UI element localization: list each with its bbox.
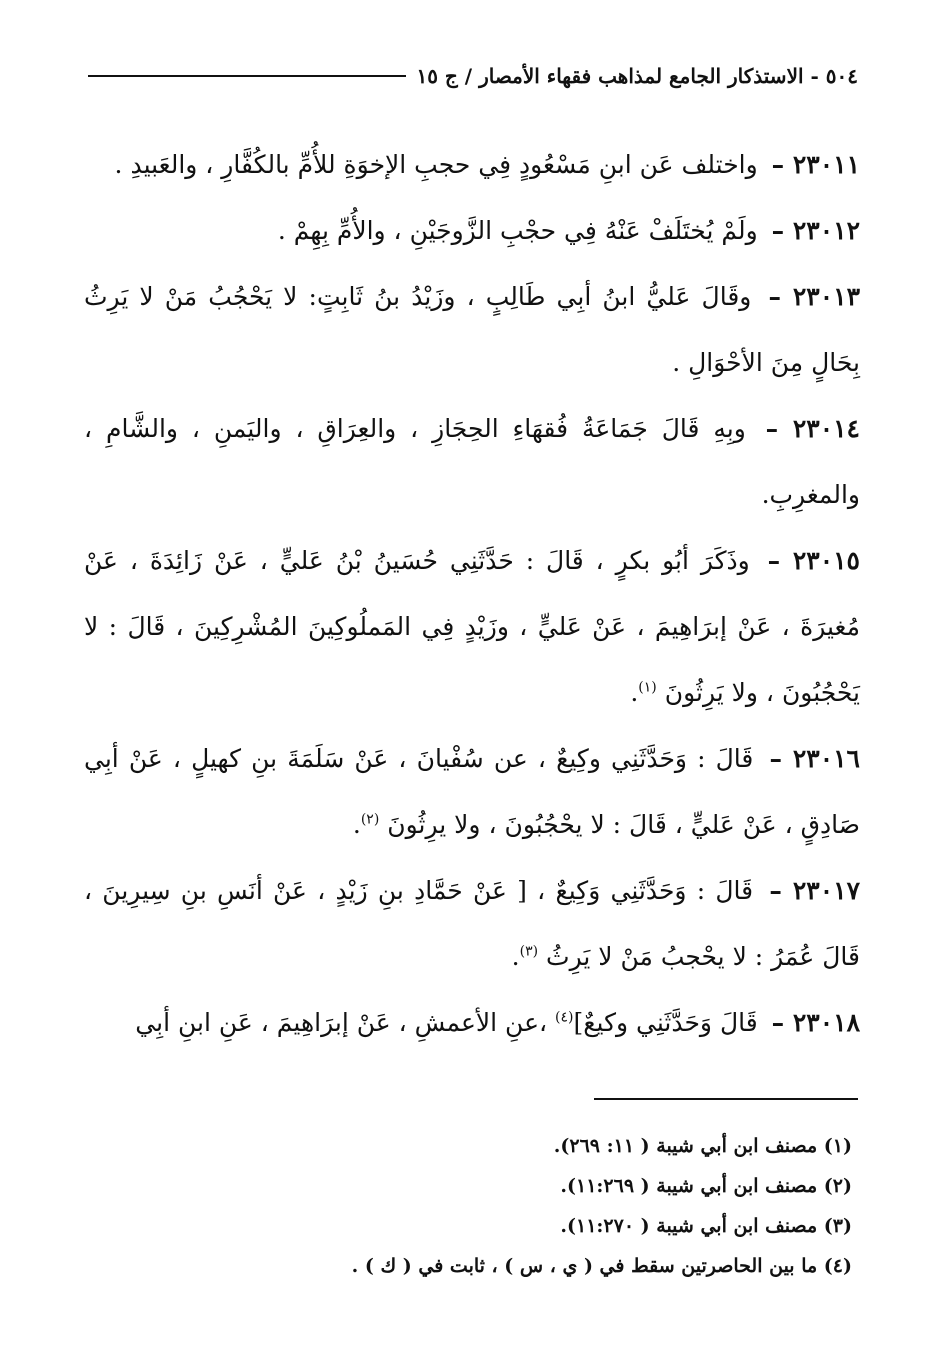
- paragraph: [84, 132, 860, 198]
- paragraph: [84, 264, 860, 396]
- paragraph-text: وذَكَرَ أبُو بكرٍ ، قَالَ : حَدَّثَنِي حُسَينُ بْنُ عَليٍّ ، عَنْ زَائِدَةَ ، عَنْ مُغيرَةَ ، عَنْ إبرَاهِيمَ ، عَنْ عَليٍّ ، وزَيْدٍ فِي المَملُوكِينَ المُشْرِكِينَ ، قَالَ : لا يَحْجُبُونَ ، ولا يَرِثُونَ: [84, 546, 861, 707]
- page-header: [88, 56, 858, 96]
- paragraph: [84, 858, 860, 990]
- paragraph-tail: .: [630, 678, 639, 707]
- footnotes: [84, 1126, 852, 1286]
- paragraph: [84, 198, 860, 264]
- paragraph: [84, 396, 860, 528]
- paragraph-tail: .: [352, 810, 361, 839]
- paragraph-number: ٢٣٠١٢ –: [771, 216, 860, 245]
- paragraph-number: ٢٣٠١٦ –: [769, 744, 860, 773]
- paragraph-tail: .: [511, 942, 520, 971]
- paragraph-text: قَالَ : وَحَدَّثَنِي وكِيعٌ ، عن سُفْيانَ ، عَنْ سَلَمَةَ بنِ كهيلٍ ، عَنْ أبِي صَادِقٍ ، عَنْ عَليٍّ ، قَالَ : لا يحْجُبُونَ ، ولا يرِثُونَ: [84, 744, 860, 839]
- paragraph-text: ولَمْ يُختَلَفْ عَنْهُ فِي حجْبِ الزَّوجَيْنِ ، والأُمِّ بِهِمْ .: [277, 216, 758, 245]
- paragraph: [84, 528, 860, 726]
- paragraph-tail: ،عنِ الأعمشِ ، عَنْ إبرَاهِيمَ ، عَنِ ابنِ أبِي: [135, 1008, 548, 1037]
- paragraph: [84, 726, 860, 858]
- paragraph-text: قَالَ : وَحَدَّثَنِي وَكِيعٌ ، [ عَنْ حَمَّادِ بنِ زَيْدٍ ، عَنْ أنَسِ بنِ سِيرِينَ ، قَالَ عُمَرُ : لا يحْجبُ مَنْ لا يَرِثُ: [84, 876, 860, 971]
- paragraph-number: ٢٣٠١٥ –: [767, 546, 860, 575]
- footnote-separator: [594, 1098, 858, 1100]
- paragraph-text: وقَالَ عَليُّ ابنُ أبِي طَالِبٍ ، وزَيْدُ بنُ ثَابِتٍ: لا يَحْجُبُ مَنْ لا يَرِثُ بِحَالٍ مِنَ الأحْوَالِ .: [84, 282, 860, 377]
- header-rule: [88, 75, 406, 77]
- paragraph-number: ٢٣٠١١ –: [771, 150, 860, 179]
- paragraph: [84, 990, 860, 1056]
- paragraph-number: ٢٣٠١٨ –: [771, 1008, 860, 1037]
- paragraph-number: ٢٣٠١٧ –: [769, 876, 860, 905]
- paragraph-text: واختلف عَن ابنِ مَسْعُودٍ فِي حجبِ الإخوَةِ للأُمِّ بالكُفَّارِ ، والعَبيدِ .: [114, 150, 758, 179]
- footnote-ref[interactable]: (١): [638, 679, 657, 696]
- paragraph-text: قَالَ وَحَدَّثَنِي وكيعٌ]: [573, 1008, 758, 1037]
- footnote-ref[interactable]: (٤): [555, 1009, 574, 1026]
- footnote-ref[interactable]: (٣): [519, 943, 539, 960]
- footnote: (١) مصنف ابن أبي شيبة ( ١١: ٢٦٩).: [553, 1135, 852, 1157]
- paragraph-number: ٢٣٠١٣ –: [768, 282, 860, 311]
- main-text: [84, 132, 860, 1056]
- footnote: (٢) مصنف ابن أبي شيبة ( ١١:٢٦٩).: [560, 1175, 852, 1197]
- footnote: (٣) مصنف ابن أبي شيبة ( ١١:٢٧٠).: [560, 1215, 852, 1237]
- running-head: ٥٠٤ - الاستذكار الجامع لمذاهب فقهاء الأمصار / ج ١٥: [416, 64, 858, 88]
- paragraph-number: ٢٣٠١٤ –: [765, 414, 860, 443]
- footnote-ref[interactable]: (٢): [360, 811, 380, 828]
- footnote: (٤) ما بين الحاصرتين سقط في ( ي ، س ) ، ثابت في ( ك ) .: [351, 1255, 852, 1277]
- paragraph-text: وبِهِ قَالَ جَمَاعَةُ فُقهَاءِ الحِجَازِ ، والعِرَاقِ ، واليَمنِ ، والشَّامِ ، والمغرِبِ.: [84, 414, 860, 509]
